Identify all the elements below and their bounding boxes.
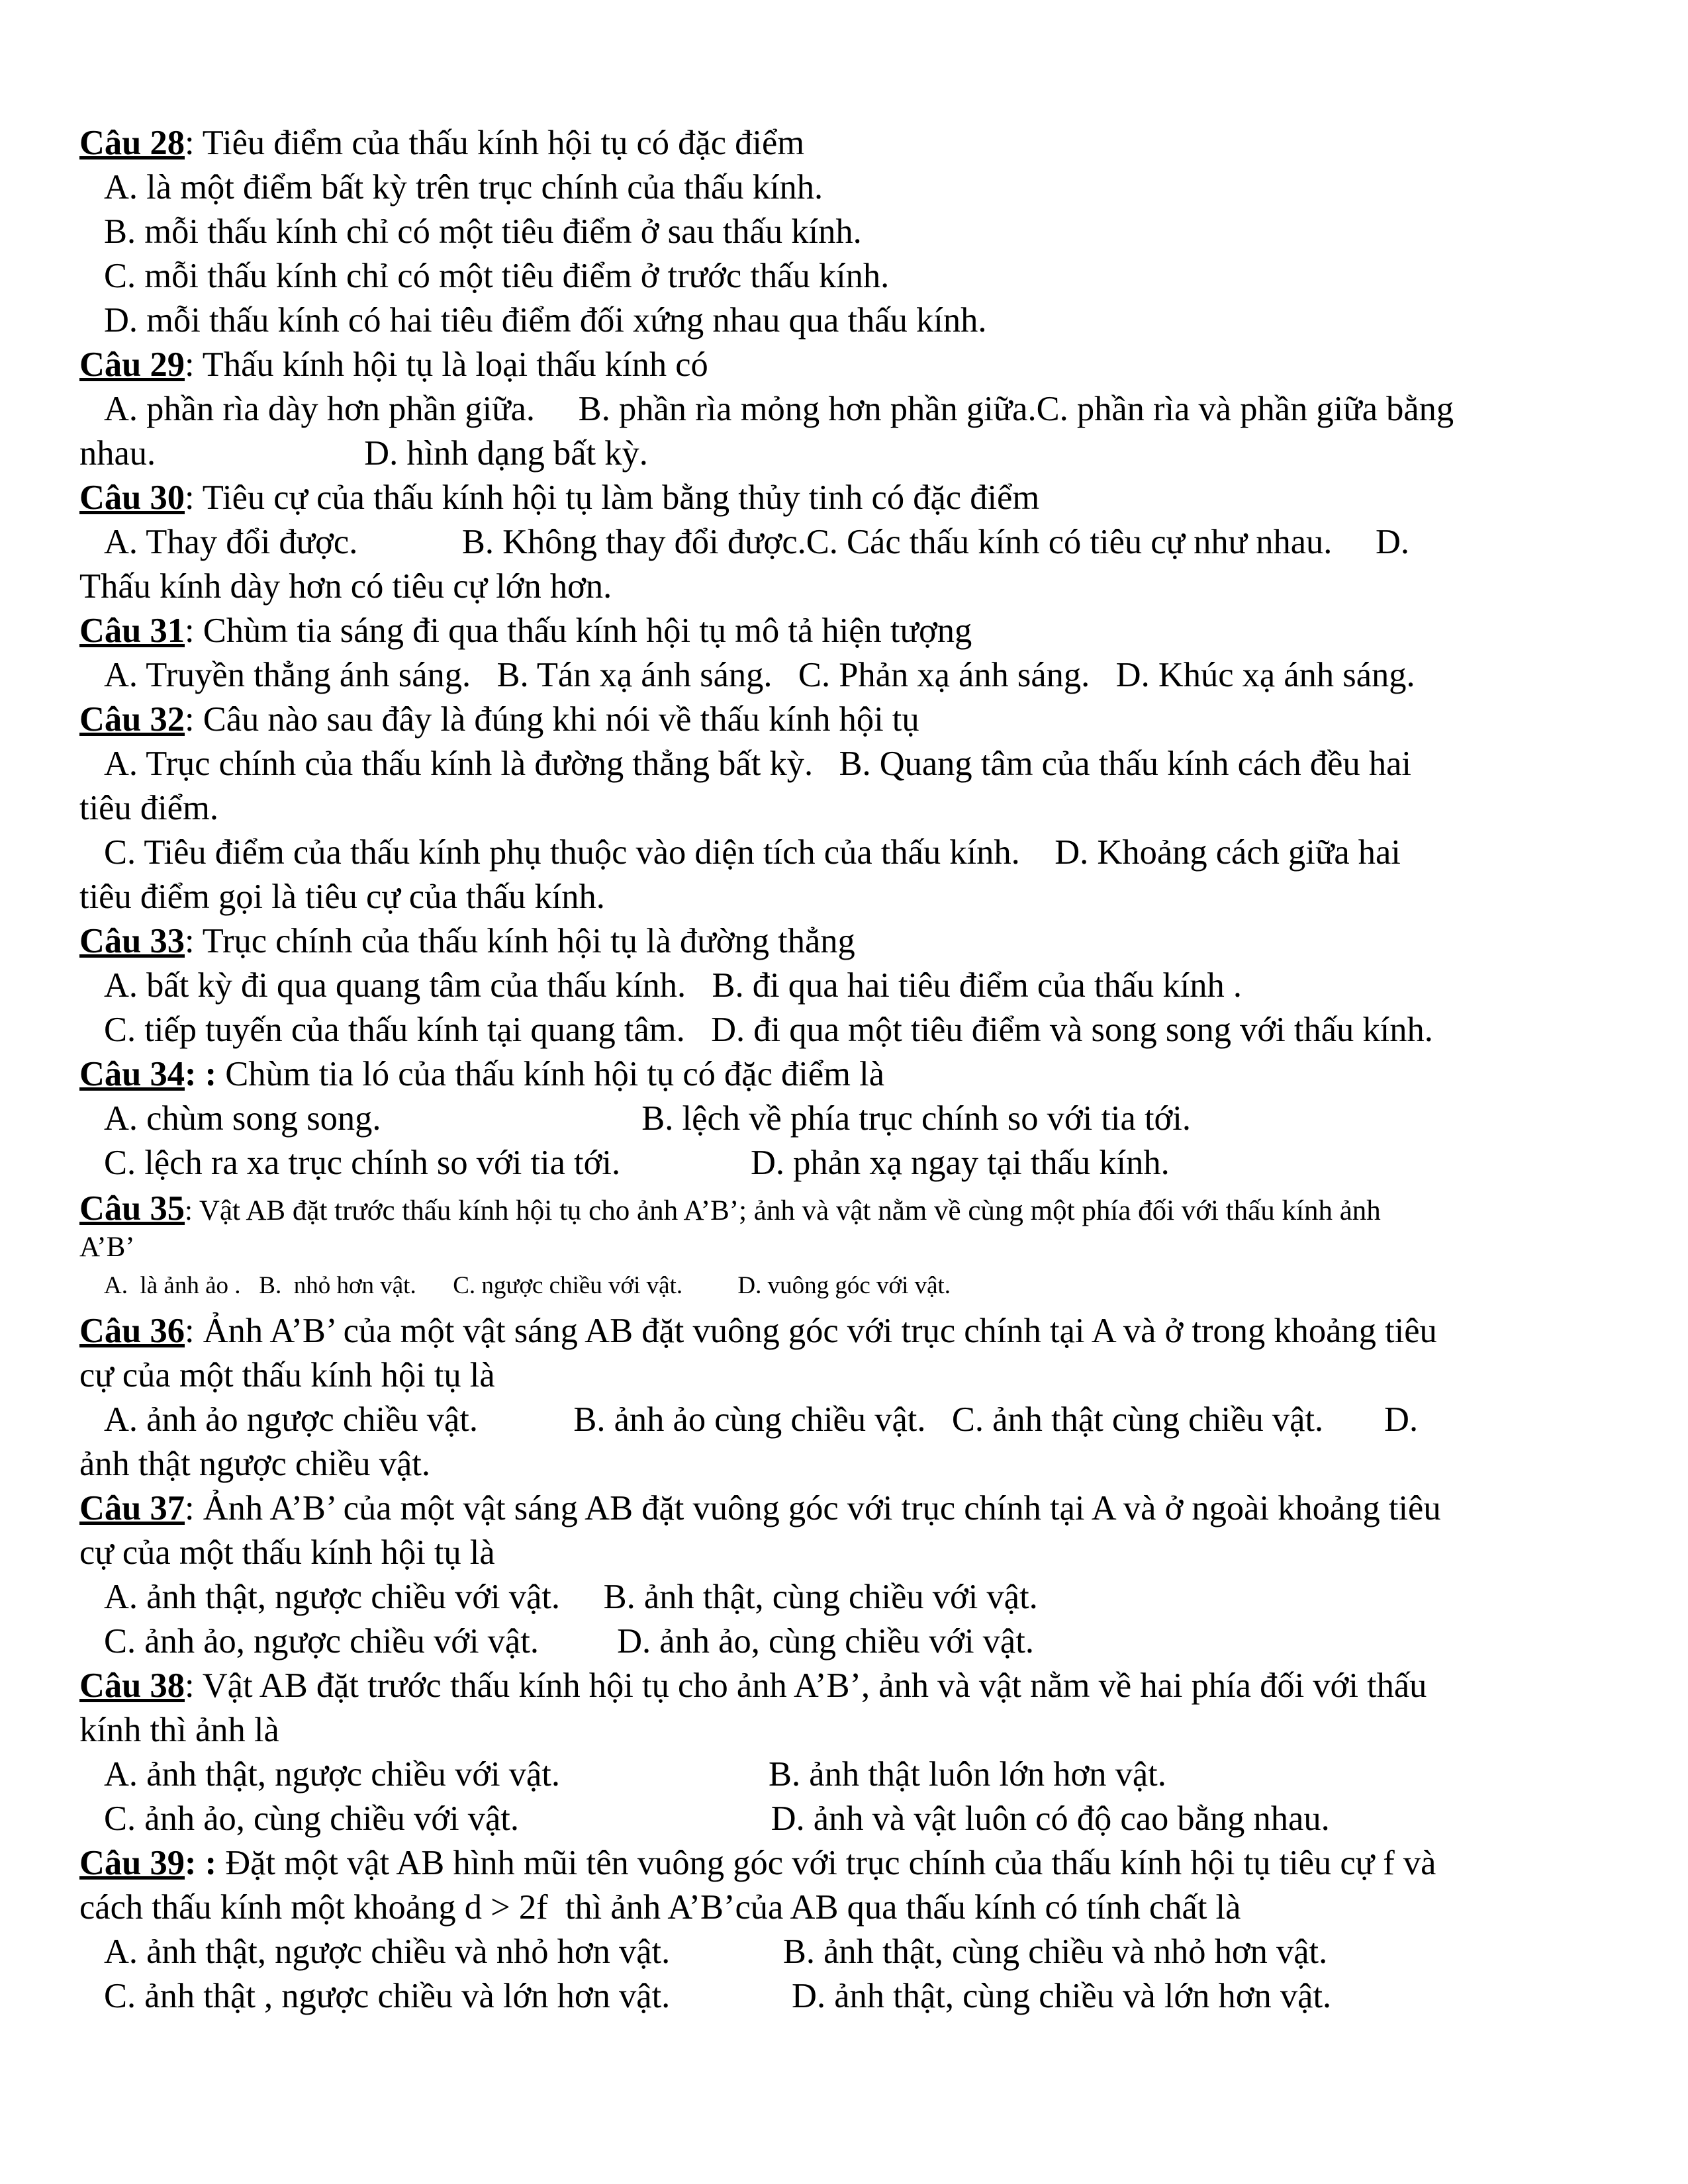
question-number: Câu 29 (79, 345, 185, 384)
question-number: Câu 34 (79, 1055, 185, 1093)
question-text: : Vật AB đặt trước thấu kính hội tụ cho ảnh A’B’, ảnh và vật nằm về hai phía đối với thấu (185, 1666, 1427, 1705)
question-32-options-line: A. Trục chính của thấu kính là đường thẳng bất kỳ. B. Quang tâm của thấu kính cách đều hai (104, 745, 1411, 783)
question-31-stem (79, 614, 972, 649)
question-number: Câu 31 (79, 612, 185, 650)
question-number: Câu 36 (79, 1312, 185, 1350)
question-text: : Thấu kính hội tụ là loại thấu kính có (185, 345, 708, 384)
question-number: Câu 39 (79, 1844, 185, 1882)
question-36-options-line: A. ảnh ảo ngược chiều vật. B. ảnh ảo cùng chiều vật. C. ảnh thật cùng chiều vật. D. (104, 1400, 1419, 1439)
question-number: Câu 32 (79, 700, 185, 739)
question-34-options-line: C. lệch ra xa trục chính so với tia tới. D. phản xạ ngay tại thấu kính. (104, 1144, 1170, 1182)
question-text: : Vật AB đặt trước thấu kính hội tụ cho ảnh A’B’; ảnh và vật nằm về cùng một phía đối với thấu kính ảnh (185, 1195, 1381, 1226)
question-28-option-b: B. mỗi thấu kính chỉ có một tiêu điểm ở sau thấu kính. (104, 212, 862, 251)
question-number: Câu 35 (79, 1189, 185, 1228)
question-38-options-line: C. ảnh ảo, cùng chiều với vật. D. ảnh và vật luôn có độ cao bằng nhau. (104, 1799, 1330, 1838)
question-text: : Chùm tia sáng đi qua thấu kính hội tụ mô tả hiện tượng (185, 612, 972, 650)
question-28-option-d: D. mỗi thấu kính có hai tiêu điểm đối xứng nhau qua thấu kính. (104, 301, 987, 340)
question-text: : Trục chính của thấu kính hội tụ là đường thẳng (185, 922, 855, 960)
question-29-options-line: A. phần rìa dày hơn phần giữa. B. phần rìa mỏng hơn phần giữa.C. phần rìa và phần giữa bằng (104, 390, 1454, 428)
question-33-options-line: A. bất kỳ đi qua quang tâm của thấu kính. B. đi qua hai tiêu điểm của thấu kính . (104, 966, 1242, 1005)
question-39-options-line: A. ảnh thật, ngược chiều và nhỏ hơn vật. B. ảnh thật, cùng chiều và nhỏ hơn vật. (104, 1933, 1328, 1971)
question-36-continuation: cự của một thấu kính hội tụ là (79, 1356, 495, 1394)
question-39-continuation: cách thấu kính một khoảng d > 2f thì ảnh A’B’của AB qua thấu kính có tính chất là (79, 1888, 1241, 1927)
question-38-options-line: A. ảnh thật, ngược chiều với vật. B. ảnh thật luôn lớn hơn vật. (104, 1755, 1166, 1794)
question-separator: : : (185, 1055, 217, 1093)
question-28-stem (79, 126, 804, 161)
question-number: Câu 37 (79, 1489, 185, 1527)
question-39-options-line: C. ảnh thật , ngược chiều và lớn hơn vật. D. ảnh thật, cùng chiều và lớn hơn vật. (104, 1977, 1332, 2015)
question-31-options-line: A. Truyền thẳng ánh sáng. B. Tán xạ ánh sáng. C. Phản xạ ánh sáng. D. Khúc xạ ánh sáng. (104, 656, 1415, 694)
question-36-stem (79, 1314, 1437, 1349)
question-34-options-line: A. chùm song song. B. lệch về phía trục chính so với tia tới. (104, 1099, 1192, 1138)
question-30-stem (79, 480, 1039, 516)
question-32-stem (79, 702, 919, 737)
question-36-options-line: ảnh thật ngược chiều vật. (79, 1445, 430, 1483)
question-separator: : : (185, 1844, 217, 1882)
question-37-options-line: A. ảnh thật, ngược chiều với vật. B. ảnh thật, cùng chiều với vật. (104, 1578, 1038, 1616)
question-30-options-line: A. Thay đổi được. B. Không thay đổi được.C. Các thấu kính có tiêu cự như nhau. D. (104, 523, 1410, 561)
question-text: : Câu nào sau đây là đúng khi nói về thấu kính hội tụ (185, 700, 919, 739)
question-33-options-line: C. tiếp tuyến của thấu kính tại quang tâm. D. đi qua một tiêu điểm và song song với thấu kính. (104, 1011, 1433, 1049)
question-text: : Ảnh A’B’ của một vật sáng AB đặt vuông góc với trục chính tại A và ở trong khoảng tiêu (185, 1312, 1437, 1350)
question-text: Chùm tia ló của thấu kính hội tụ có đặc điểm là (216, 1055, 885, 1093)
question-29-options-line: nhau. D. hình dạng bất kỳ. (79, 434, 648, 473)
question-37-stem (79, 1491, 1441, 1526)
question-33-stem (79, 924, 855, 959)
question-number: Câu 33 (79, 922, 185, 960)
question-35-options-line: A. là ảnh ảo . B. nhỏ hơn vật. C. ngược chiều với vật. D. vuông góc với vật. (104, 1272, 951, 1299)
question-text: Đặt một vật AB hình mũi tên vuông góc với trục chính của thấu kính hội tụ tiêu cự f và (216, 1844, 1436, 1882)
question-39-stem (79, 1846, 1436, 1881)
question-number: Câu 38 (79, 1666, 185, 1705)
question-30-options-line: Thấu kính dày hơn có tiêu cự lớn hơn. (79, 567, 612, 606)
question-38-continuation: kính thì ảnh là (79, 1711, 279, 1749)
question-35-continuation: A’B’ (79, 1232, 135, 1263)
question-35-stem (79, 1191, 1381, 1226)
question-text: : Tiêu điểm của thấu kính hội tụ có đặc điểm (185, 124, 805, 162)
question-number: Câu 30 (79, 478, 185, 517)
question-29-stem (79, 347, 708, 383)
question-38-stem (79, 1668, 1427, 1704)
question-32-options-line: tiêu điểm gọi là tiêu cự của thấu kính. (79, 878, 605, 916)
question-text: : Ảnh A’B’ của một vật sáng AB đặt vuông góc với trục chính tại A và ở ngoài khoảng tiêu (185, 1489, 1441, 1527)
question-37-options-line: C. ảnh ảo, ngược chiều với vật. D. ảnh ảo, cùng chiều với vật. (104, 1622, 1034, 1661)
question-28-option-c: C. mỗi thấu kính chỉ có một tiêu điểm ở trước thấu kính. (104, 257, 890, 295)
question-text: : Tiêu cự của thấu kính hội tụ làm bằng thủy tinh có đặc điểm (185, 478, 1040, 517)
question-32-options-line: tiêu điểm. (79, 789, 218, 827)
question-34-stem (79, 1057, 884, 1092)
question-number: Câu 28 (79, 124, 185, 162)
question-28-option-a: A. là một điểm bất kỳ trên trục chính của thấu kính. (104, 168, 823, 206)
question-32-options-line: C. Tiêu điểm của thấu kính phụ thuộc vào diện tích của thấu kính. D. Khoảng cách giữa hai (104, 833, 1401, 872)
question-37-continuation: cự của một thấu kính hội tụ là (79, 1533, 495, 1572)
